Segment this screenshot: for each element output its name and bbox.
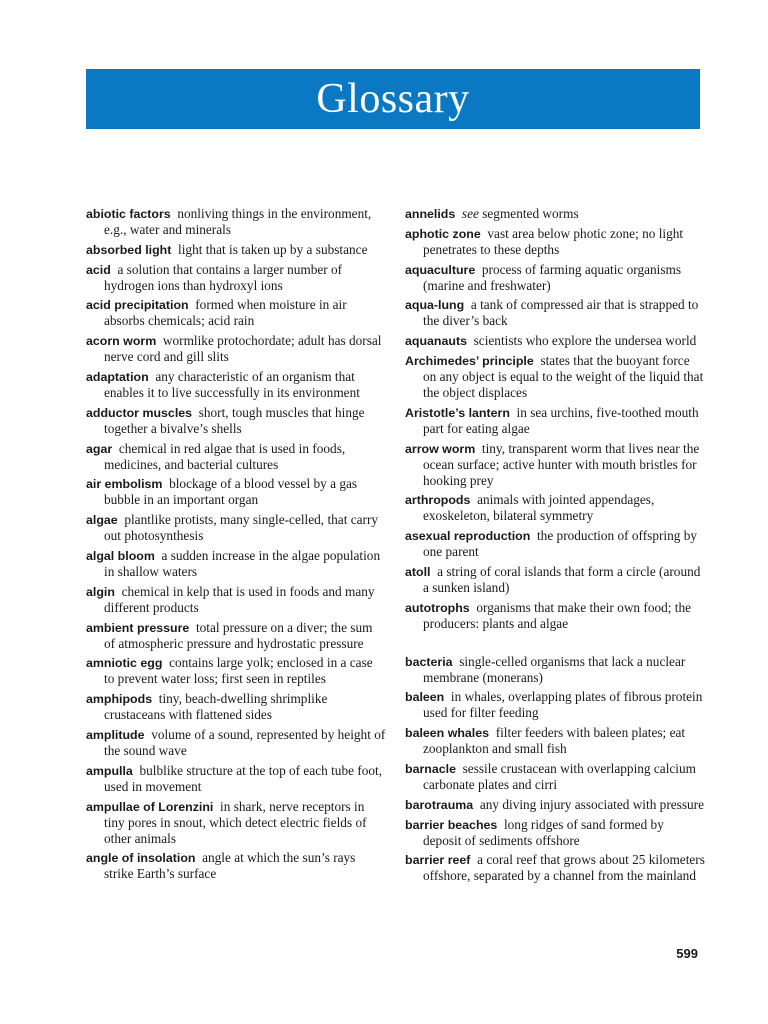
glossary-definition: vast area below photic zone; no light penetrates to these depths <box>423 225 684 257</box>
glossary-entry <box>86 206 386 238</box>
glossary-entry <box>405 654 705 686</box>
glossary-entry <box>86 262 386 294</box>
glossary-entry <box>86 441 386 473</box>
glossary-definition: wormlike protochordate; adult has dorsal nerve cord and gill slits <box>104 333 382 365</box>
glossary-definition: process of farming aquatic organisms (marine and freshwater) <box>423 261 682 293</box>
glossary-definition: animals with jointed appendages, exoskeleton, bilateral symmetry <box>423 492 655 524</box>
glossary-entry <box>86 242 386 258</box>
glossary-definition: any characteristic of an organism that enables it to live successfully in its environment <box>104 368 360 400</box>
glossary-definition: bulblike structure at the top of each tube foot, used in movement <box>104 762 383 794</box>
glossary-definition: a coral reef that grows about 25 kilometers offshore, separated by a channel from the mainland <box>423 852 705 884</box>
glossary-entry <box>405 353 705 401</box>
glossary-term: arthropods <box>405 493 471 508</box>
glossary-definition: a solution that contains a larger number of hydrogen ions than hydroxyl ions <box>104 261 343 293</box>
glossary-entry <box>86 620 386 652</box>
glossary-definition: formed when moisture in air absorbs chemicals; acid rain <box>104 297 347 329</box>
glossary-term: amniotic egg <box>86 656 163 671</box>
glossary-entry <box>86 297 386 329</box>
glossary-term: aphotic zone <box>405 226 481 241</box>
glossary-definition: tiny, beach-dwelling shrimplike crustaceans with flattened sides <box>104 691 328 723</box>
glossary-term: algae <box>86 513 118 528</box>
glossary-entry <box>405 297 705 329</box>
glossary-entry <box>86 333 386 365</box>
glossary-definition: chemical in kelp that is used in foods and many different products <box>104 583 375 615</box>
glossary-definition: sessile crustacean with overlapping calcium carbonate plates and cirri <box>423 760 696 792</box>
glossary-definition: in sea urchins, five-toothed mouth part for eating algae <box>423 404 699 436</box>
glossary-entry <box>86 512 386 544</box>
glossary-entry <box>405 564 705 596</box>
glossary-term: acid precipitation <box>86 298 189 313</box>
glossary-definition: tiny, transparent worm that lives near the ocean surface; active hunter with mouth bristles for hooking prey <box>423 440 700 488</box>
glossary-banner <box>86 69 700 129</box>
glossary-entry <box>86 691 386 723</box>
glossary-term: adductor muscles <box>86 405 193 420</box>
glossary-definition: contains large yolk; enclosed in a case to prevent water loss; first seen in reptiles <box>104 655 373 687</box>
glossary-term: agar <box>86 441 113 456</box>
glossary-entry <box>405 852 705 884</box>
glossary-definition: single-celled organisms that lack a nuclear membrane (monerans) <box>423 653 686 685</box>
glossary-term: aquanauts <box>405 334 467 349</box>
glossary-entry <box>405 817 705 849</box>
glossary-term: barrier beaches <box>405 817 498 832</box>
glossary-entry <box>86 655 386 687</box>
glossary-term: air embolism <box>86 477 163 492</box>
page-number: 599 <box>676 946 698 961</box>
glossary-entry <box>405 689 705 721</box>
glossary-definition: long ridges of sand formed by deposit of sediments offshore <box>423 816 664 848</box>
glossary-definition: blockage of a blood vessel by a gas bubble in an important organ <box>104 476 358 508</box>
glossary-entry <box>405 262 705 294</box>
glossary-column-left <box>86 206 386 886</box>
glossary-term: atoll <box>405 564 431 579</box>
glossary-entry <box>405 761 705 793</box>
glossary-entry <box>405 492 705 524</box>
glossary-entry <box>86 369 386 401</box>
glossary-term: barrier reef <box>405 853 471 868</box>
glossary-term: Archimedes’ principle <box>405 353 534 368</box>
glossary-definition: the production of offspring by one parent <box>423 528 698 560</box>
glossary-entry <box>86 727 386 759</box>
glossary-definition: short, tough muscles that hinge together a bivalve’s shells <box>104 404 365 436</box>
glossary-term: aquaculture <box>405 262 476 277</box>
glossary-entry <box>86 548 386 580</box>
glossary-term: annelids <box>405 207 456 221</box>
glossary-entry <box>405 528 705 560</box>
glossary-term: amphipods <box>86 692 153 707</box>
page-title: Glossary <box>316 76 470 122</box>
glossary-definition: organisms that make their own food; the producers: plants and algae <box>423 599 692 631</box>
glossary-term: ambient pressure <box>86 620 190 635</box>
glossary-term: autotrophs <box>405 600 470 615</box>
glossary-definition: in whales, overlapping plates of fibrous protein used for filter feeding <box>423 689 703 721</box>
glossary-term: Aristotle’s lantern <box>405 405 510 420</box>
glossary-term: acid <box>86 262 111 277</box>
glossary-term: bacteria <box>405 654 453 669</box>
glossary-entry <box>405 405 705 437</box>
glossary-term: barnacle <box>405 761 456 776</box>
glossary-definition: scientists who explore the undersea world <box>473 333 697 349</box>
glossary-entry <box>405 441 705 489</box>
glossary-entry <box>405 206 705 222</box>
glossary-entry <box>405 725 705 757</box>
glossary-definition: a sudden increase in the algae population in shallow waters <box>104 547 381 579</box>
glossary-entry <box>86 584 386 616</box>
glossary-term: ampullae of Lorenzini <box>86 799 214 814</box>
glossary-term: baleen whales <box>405 726 490 741</box>
glossary-entry <box>86 763 386 795</box>
glossary-definition: a string of coral islands that form a circle (around a sunken island) <box>423 563 701 595</box>
glossary-term: ampulla <box>86 763 133 778</box>
glossary-entry <box>405 226 705 258</box>
glossary-definition: volume of a sound, represented by height of the sound wave <box>104 726 386 758</box>
letter-section-gap <box>405 636 705 654</box>
glossary-definition: angle at which the sun’s rays strike Earth’s surface <box>104 850 356 882</box>
glossary-definition: plantlike protists, many single-celled, that carry out photosynthesis <box>104 512 379 544</box>
glossary-term: arrow worm <box>405 441 476 456</box>
glossary-term: aqua-lung <box>405 298 465 313</box>
glossary-definition: a tank of compressed air that is strapped to the diver’s back <box>423 297 699 329</box>
glossary-entry <box>86 850 386 882</box>
glossary-entry <box>86 405 386 437</box>
glossary-entry <box>86 799 386 847</box>
glossary-term: baleen <box>405 690 445 705</box>
glossary-term: adaptation <box>86 369 149 384</box>
glossary-term: amplitude <box>86 727 145 742</box>
glossary-definition: nonliving things in the environment, e.g., water and minerals <box>104 206 372 237</box>
glossary-definition: segmented worms <box>482 206 579 221</box>
glossary-term: acorn worm <box>86 334 157 349</box>
glossary-term: algal bloom <box>86 548 155 563</box>
glossary-entry <box>86 476 386 508</box>
glossary-term: asexual reproduction <box>405 529 531 544</box>
glossary-definition: any diving injury associated with pressure <box>479 796 704 812</box>
glossary-entry <box>405 333 705 349</box>
see-reference: see <box>461 206 479 221</box>
glossary-term: abiotic factors <box>86 207 171 221</box>
glossary-entry <box>405 600 705 632</box>
glossary-definition: total pressure on a diver; the sum of atmospheric pressure and hydrostatic pressure <box>104 619 373 651</box>
glossary-definition: states that the buoyant force on any object is equal to the weight of the liquid that the object displaces <box>423 352 704 400</box>
glossary-definition: filter feeders with baleen plates; eat zooplankton and small fish <box>423 725 686 757</box>
glossary-term: barotrauma <box>405 797 474 812</box>
glossary-definition: in shark, nerve receptors in tiny pores in snout, which detect electric fields of other animals <box>104 798 367 846</box>
glossary-term: algin <box>86 584 115 599</box>
glossary-definition: chemical in red algae that is used in foods, medicines, and bacterial cultures <box>104 440 346 472</box>
glossary-definition: light that is taken up by a substance <box>178 241 368 257</box>
glossary-column-right <box>405 206 705 888</box>
glossary-term: angle of insolation <box>86 851 196 866</box>
glossary-entry <box>405 797 705 813</box>
glossary-term: absorbed light <box>86 242 172 257</box>
